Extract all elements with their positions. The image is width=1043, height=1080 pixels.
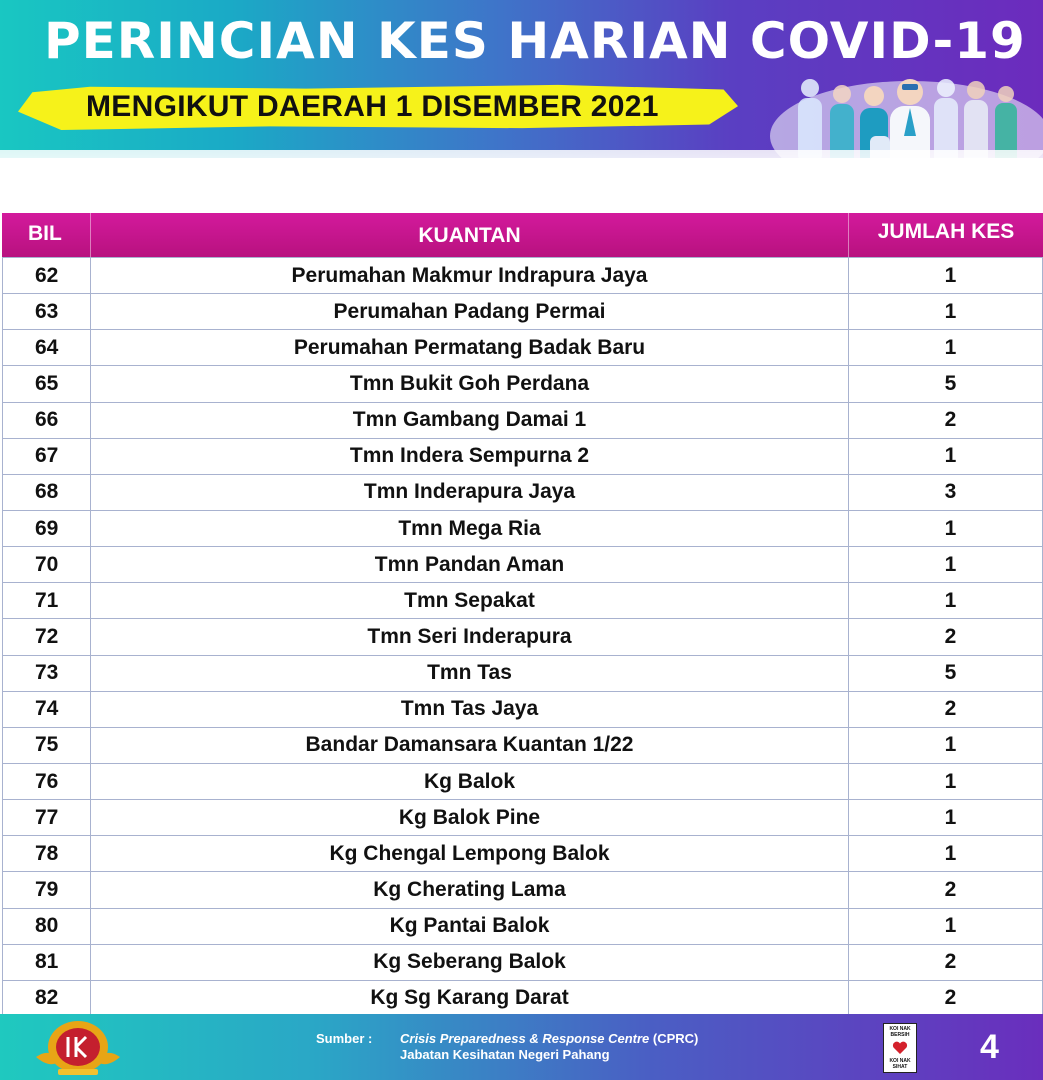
table-row [2,836,1043,872]
table-row [2,764,1043,800]
row-cases: 2 [849,619,1043,654]
row-location: Tmn Mega Ria [91,511,849,546]
row-location: Tmn Bukit Goh Perdana [91,366,849,401]
row-cases: 2 [849,872,1043,907]
row-location: Kg Balok Pine [91,800,849,835]
badge-bottom-text: KOI NAK SIHAT [889,1058,911,1070]
row-cases: 2 [849,981,1043,1016]
column-header-bil: BIL [2,213,91,257]
column-header-jumlah-kes: JUMLAH KES [877,220,1015,243]
row-location: Bandar Damansara Kuantan 1/22 [91,728,849,763]
table-row [2,475,1043,511]
row-cases: 1 [849,294,1043,329]
page-number: 4 [980,1028,999,1066]
row-location: Tmn Indera Sempurna 2 [91,439,849,474]
header-banner [0,0,1043,158]
row-location: Tmn Sepakat [91,583,849,618]
row-bil: 62 [2,258,91,293]
column-header-kuantan: KUANTAN [91,213,849,257]
row-bil: 77 [2,800,91,835]
row-bil: 63 [2,294,91,329]
row-bil: 67 [2,439,91,474]
row-location: Perumahan Makmur Indrapura Jaya [91,258,849,293]
row-cases: 2 [849,692,1043,727]
row-location: Kg Seberang Balok [91,945,849,980]
row-cases: 1 [849,330,1043,365]
row-bil: 66 [2,403,91,438]
row-location: Kg Chengal Lempong Balok [91,836,849,871]
jkn-logo-icon [30,1017,126,1077]
table-row [2,692,1043,728]
heart-icon [892,1041,908,1055]
table-row [2,800,1043,836]
table-row [2,656,1043,692]
table-row [2,583,1043,619]
row-cases: 1 [849,836,1043,871]
table-header-row [2,213,1043,257]
row-bil: 69 [2,511,91,546]
row-bil: 64 [2,330,91,365]
table-row [2,330,1043,366]
row-bil: 68 [2,475,91,510]
row-location: Kg Sg Karang Darat [91,981,849,1016]
row-cases: 2 [849,403,1043,438]
page-subtitle: MENGIKUT DAERAH 1 DISEMBER 2021 [86,90,659,123]
row-cases: 3 [849,475,1043,510]
row-bil: 75 [2,728,91,763]
table-row [2,366,1043,402]
row-location: Tmn Inderapura Jaya [91,475,849,510]
source-org-name: Crisis Preparedness & Response Centre [400,1031,650,1046]
row-bil: 73 [2,656,91,691]
row-location: Tmn Pandan Aman [91,547,849,582]
table-row [2,511,1043,547]
page-title: PERINCIAN KES HARIAN COVID-19 [44,12,1026,70]
row-location: Tmn Gambang Damai 1 [91,403,849,438]
source-department: Jabatan Kesihatan Negeri Pahang [400,1047,610,1062]
cases-table [2,213,1043,1017]
row-bil: 80 [2,909,91,944]
table-row [2,728,1043,764]
row-cases: 1 [849,764,1043,799]
row-bil: 72 [2,619,91,654]
row-cases: 5 [849,366,1043,401]
row-location: Perumahan Padang Permai [91,294,849,329]
row-cases: 1 [849,728,1043,763]
row-location: Kg Balok [91,764,849,799]
table-row [2,547,1043,583]
table-row [2,258,1043,294]
row-cases: 1 [849,583,1043,618]
row-bil: 76 [2,764,91,799]
badge-top-text: KOI NAK BERSIH [889,1026,911,1038]
table-body [2,257,1043,1017]
row-location: Tmn Tas Jaya [91,692,849,727]
row-cases: 1 [849,909,1043,944]
row-cases: 1 [849,439,1043,474]
row-bil: 65 [2,366,91,401]
row-bil: 71 [2,583,91,618]
row-cases: 1 [849,547,1043,582]
table-row [2,981,1043,1017]
row-location: Tmn Tas [91,656,849,691]
row-cases: 2 [849,945,1043,980]
row-location: Kg Pantai Balok [91,909,849,944]
row-cases: 1 [849,258,1043,293]
row-bil: 81 [2,945,91,980]
koi-nak-sihat-badge [883,1023,917,1073]
row-bil: 70 [2,547,91,582]
row-bil: 78 [2,836,91,871]
table-row [2,294,1043,330]
table-row [2,403,1043,439]
table-row [2,909,1043,945]
row-location: Tmn Seri Inderapura [91,619,849,654]
table-row [2,945,1043,981]
table-row [2,439,1043,475]
footer-bar [0,1014,1043,1080]
row-location: Perumahan Permatang Badak Baru [91,330,849,365]
source-label: Sumber : [316,1031,373,1046]
header-fade [0,150,1043,212]
row-cases: 1 [849,800,1043,835]
row-bil: 82 [2,981,91,1016]
source-org-abbr: (CPRC) [649,1031,699,1046]
table-row [2,619,1043,655]
row-bil: 79 [2,872,91,907]
healthcare-workers-illustration [770,66,1043,158]
source-organisation [400,1031,698,1046]
row-cases: 5 [849,656,1043,691]
row-bil: 74 [2,692,91,727]
row-cases: 1 [849,511,1043,546]
row-location: Kg Cherating Lama [91,872,849,907]
table-row [2,872,1043,908]
